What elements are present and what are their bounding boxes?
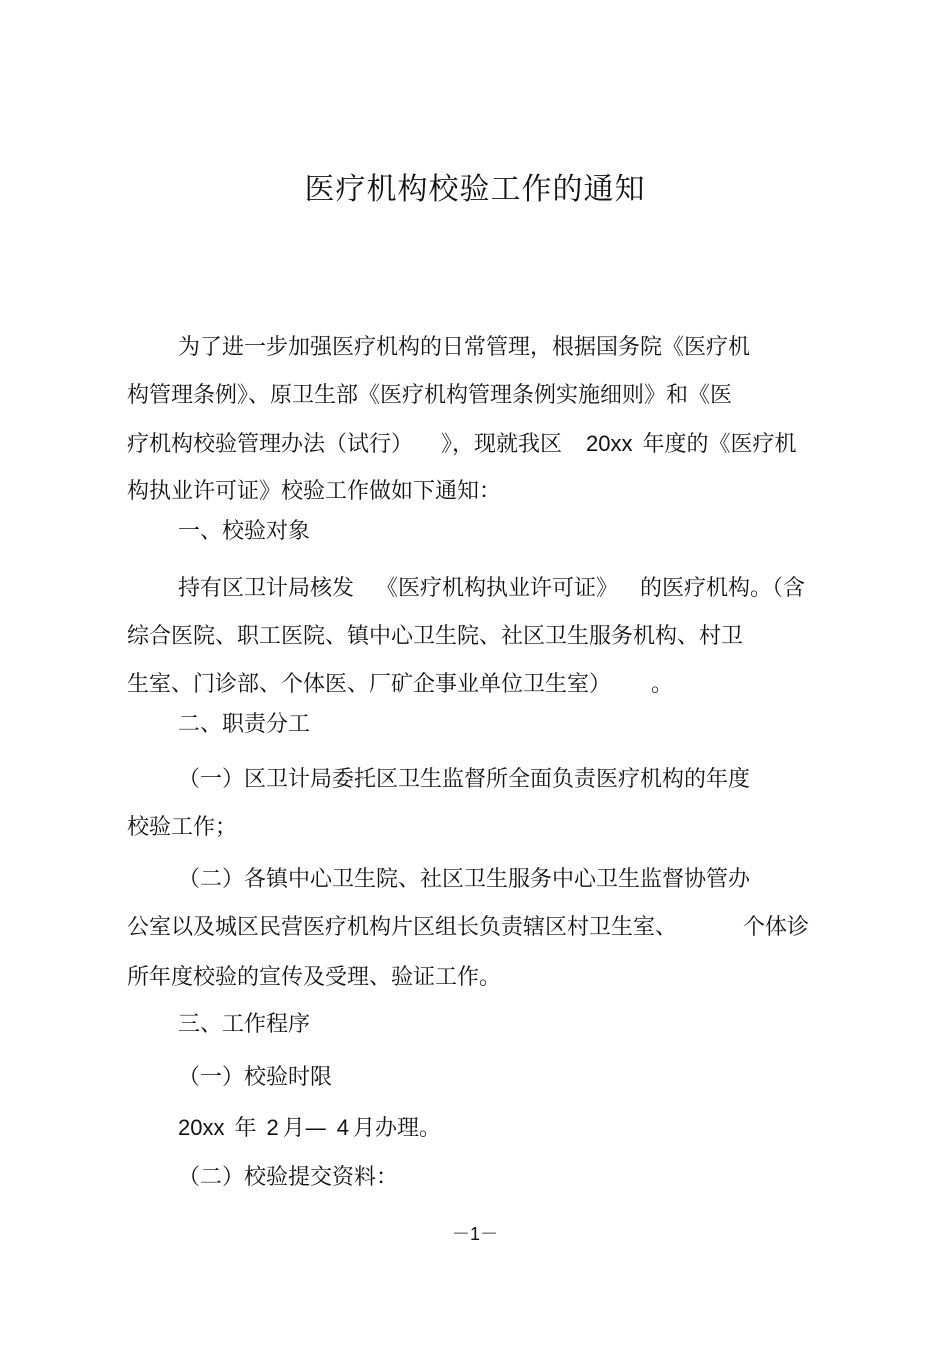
time-month-dash: 月— <box>282 1116 327 1141</box>
intro-year: 20xx <box>586 431 633 456</box>
section-2-item-2-line-2 <box>127 913 809 943</box>
section-1-line-3-part-a: 生室、门诊部、个体医、厂矿企事业单位卫生室） <box>127 672 612 697</box>
section-2-item-2-line-2-part-a: 公室以及城区民营医疗机构片区组长负责辖区村卫生室、 <box>127 915 678 940</box>
section-2-item-2-line-2-part-b: 个体诊 <box>743 915 810 940</box>
time-year-label: 年 <box>234 1116 257 1141</box>
section-2-item-2-line-1: （二）各镇中心卫生院、社区卫生服务中心卫生监督协管办 <box>178 867 751 892</box>
intro-line-3-part-d: 年度的《医疗机 <box>642 432 797 457</box>
section-3-sub-2: （二）校验提交资料： <box>178 1165 399 1190</box>
section-1-line-3 <box>127 670 673 700</box>
section-1-line-1-part-b: 《医疗机构执业许可证》 <box>376 576 619 601</box>
document-title: 医疗机构校验工作的通知 <box>304 172 646 207</box>
section-3-time-limit <box>178 1113 441 1144</box>
section-2-item-1-line-1: （一）区卫计局委托区卫生监督所全面负责医疗机构的年度 <box>178 767 751 792</box>
section-1-line-1 <box>178 574 805 604</box>
page-number: －1－ <box>451 1224 498 1244</box>
section-1-line-3-part-b: 。 <box>651 672 674 697</box>
section-1-heading: 一、校验对象 <box>178 519 311 544</box>
section-1-line-1-part-a: 持有区卫计局核发 <box>178 576 355 601</box>
intro-line-3-part-b: 》，现就我区 <box>441 432 563 457</box>
section-2-item-2-line-3: 所年度校验的宣传及受理、验证工作。 <box>127 965 502 990</box>
time-start-month: 2 <box>266 1115 279 1140</box>
section-1-line-1-part-c: 的医疗机构。（含 <box>640 576 806 601</box>
section-1-line-2: 综合医院、职工医院、镇中心卫生院、社区卫生服务机构、村卫 <box>127 624 744 649</box>
section-2-heading: 二、职责分工 <box>178 712 311 737</box>
intro-line-1: 为了进一步加强医疗机构的日常管理，根据国务院《医疗机 <box>178 335 751 360</box>
time-end-label: 月办理。 <box>353 1116 442 1141</box>
intro-line-3-part-a: 疗机构校验管理办法（试行） <box>127 432 414 457</box>
section-3-heading: 三、工作程序 <box>178 1012 311 1037</box>
section-2-item-1-line-2: 校验工作； <box>127 815 238 840</box>
intro-line-2: 构管理条例》、原卫生部《医疗机构管理条例实施细则》和《医 <box>127 383 733 408</box>
time-end-month: 4 <box>336 1115 350 1140</box>
intro-line-4: 构执业许可证》校验工作做如下通知： <box>127 479 502 504</box>
time-year: 20xx <box>178 1115 225 1140</box>
intro-line-3 <box>127 429 797 460</box>
section-3-sub-1: （一）校验时限 <box>178 1065 333 1090</box>
